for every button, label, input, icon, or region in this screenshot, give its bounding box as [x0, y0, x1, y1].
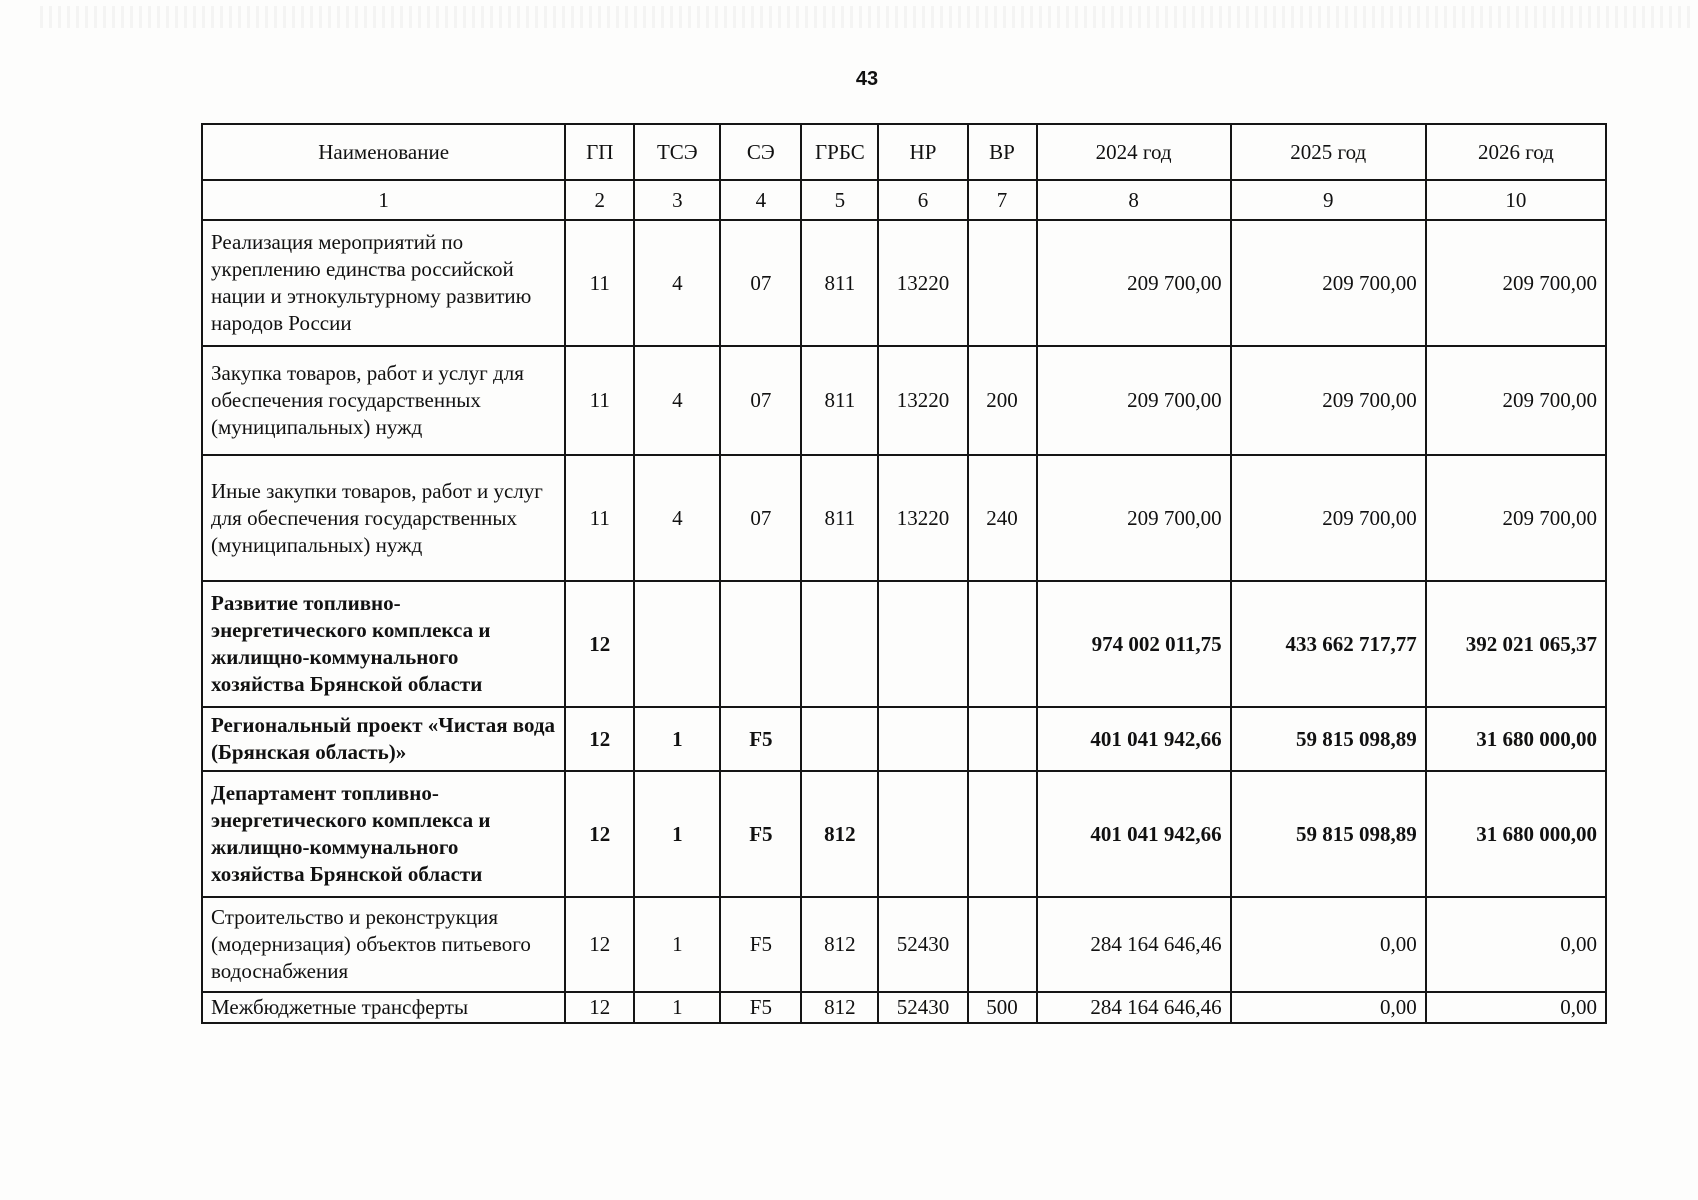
- column-number-cell: 7: [968, 180, 1037, 220]
- header-cell: ГРБС: [801, 124, 878, 180]
- cell-nr: 52430: [878, 897, 967, 992]
- column-number-cell: 3: [634, 180, 720, 220]
- cell-grbs: [801, 707, 878, 771]
- cell-gp: 12: [565, 771, 634, 897]
- table-row: [202, 771, 1606, 897]
- cell-vr: [968, 707, 1037, 771]
- cell-vr: 500: [968, 992, 1037, 1023]
- column-number-cell: 1: [202, 180, 565, 220]
- cell-se: 07: [720, 220, 801, 346]
- row-name: Региональный проект «Чистая вода (Брянская область)»: [202, 707, 565, 771]
- cell-grbs: [801, 581, 878, 707]
- budget-table: [201, 123, 1607, 1024]
- row-name: Департамент топливно-энергетического комплекса и жилищно-коммунального хозяйства Брянской области: [202, 771, 565, 897]
- cell-tse: [634, 581, 720, 707]
- cell-2026: 31 680 000,00: [1426, 771, 1606, 897]
- cell-grbs: 812: [801, 771, 878, 897]
- cell-tse: 1: [634, 897, 720, 992]
- cell-tse: 1: [634, 707, 720, 771]
- cell-nr: [878, 771, 967, 897]
- cell-tse: 4: [634, 220, 720, 346]
- header-cell: Наименование: [202, 124, 565, 180]
- table-row: [202, 220, 1606, 346]
- cell-2024: 401 041 942,66: [1037, 771, 1231, 897]
- header-cell: 2026 год: [1426, 124, 1606, 180]
- cell-nr: 13220: [878, 346, 967, 455]
- cell-vr: 200: [968, 346, 1037, 455]
- cell-2025: 209 700,00: [1231, 220, 1426, 346]
- cell-2024: 209 700,00: [1037, 346, 1231, 455]
- header-cell: 2025 год: [1231, 124, 1426, 180]
- row-name: Межбюджетные трансферты: [202, 992, 565, 1023]
- column-number-cell: 8: [1037, 180, 1231, 220]
- cell-grbs: 811: [801, 220, 878, 346]
- cell-nr: 13220: [878, 455, 967, 581]
- cell-nr: [878, 707, 967, 771]
- cell-tse: 1: [634, 771, 720, 897]
- cell-nr: [878, 581, 967, 707]
- cell-vr: [968, 771, 1037, 897]
- cell-se: [720, 581, 801, 707]
- table-row: [202, 897, 1606, 992]
- cell-2025: 59 815 098,89: [1231, 707, 1426, 771]
- cell-2025: 59 815 098,89: [1231, 771, 1426, 897]
- header-cell: ГП: [565, 124, 634, 180]
- cell-2025: 433 662 717,77: [1231, 581, 1426, 707]
- row-name: Закупка товаров, работ и услуг для обеспечения государственных (муниципальных) нужд: [202, 346, 565, 455]
- column-number-cell: 6: [878, 180, 967, 220]
- table-row: [202, 346, 1606, 455]
- cell-grbs: 812: [801, 992, 878, 1023]
- cell-nr: 52430: [878, 992, 967, 1023]
- cell-2024: 284 164 646,46: [1037, 992, 1231, 1023]
- row-name: Строительство и реконструкция (модернизация) объектов питьевого водоснабжения: [202, 897, 565, 992]
- cell-nr: 13220: [878, 220, 967, 346]
- cell-2024: 209 700,00: [1037, 220, 1231, 346]
- cell-2024: 401 041 942,66: [1037, 707, 1231, 771]
- cell-gp: 12: [565, 897, 634, 992]
- cell-grbs: 811: [801, 346, 878, 455]
- header-cell: 2024 год: [1037, 124, 1231, 180]
- cell-se: F5: [720, 897, 801, 992]
- row-name: Реализация мероприятий по укреплению единства российской нации и этнокультурному развитию народов России: [202, 220, 565, 346]
- cell-se: F5: [720, 992, 801, 1023]
- cell-gp: 11: [565, 455, 634, 581]
- header-cell: ТСЭ: [634, 124, 720, 180]
- cell-gp: 12: [565, 581, 634, 707]
- cell-gp: 11: [565, 346, 634, 455]
- table-row: [202, 992, 1606, 1023]
- cell-2026: 31 680 000,00: [1426, 707, 1606, 771]
- header-row: [202, 124, 1606, 180]
- cell-vr: 240: [968, 455, 1037, 581]
- cell-2024: 209 700,00: [1037, 455, 1231, 581]
- cell-vr: [968, 220, 1037, 346]
- cell-gp: 11: [565, 220, 634, 346]
- cell-2026: 209 700,00: [1426, 346, 1606, 455]
- cell-se: 07: [720, 455, 801, 581]
- header-cell: СЭ: [720, 124, 801, 180]
- cell-2025: 0,00: [1231, 992, 1426, 1023]
- cell-2026: 0,00: [1426, 897, 1606, 992]
- cell-se: F5: [720, 771, 801, 897]
- cell-2026: 209 700,00: [1426, 220, 1606, 346]
- header-cell: ВР: [968, 124, 1037, 180]
- table-row: [202, 455, 1606, 581]
- cell-vr: [968, 897, 1037, 992]
- column-number-row: [202, 180, 1606, 220]
- cell-2025: 0,00: [1231, 897, 1426, 992]
- column-number-cell: 10: [1426, 180, 1606, 220]
- cell-gp: 12: [565, 992, 634, 1023]
- header-cell: НР: [878, 124, 967, 180]
- column-number-cell: 4: [720, 180, 801, 220]
- row-name: Иные закупки товаров, работ и услуг для обеспечения государственных (муниципальных) нужд: [202, 455, 565, 581]
- cell-vr: [968, 581, 1037, 707]
- column-number-cell: 2: [565, 180, 634, 220]
- cell-tse: 1: [634, 992, 720, 1023]
- cell-2025: 209 700,00: [1231, 455, 1426, 581]
- page-number: 43: [855, 68, 879, 90]
- cell-2025: 209 700,00: [1231, 346, 1426, 455]
- cell-2026: 392 021 065,37: [1426, 581, 1606, 707]
- column-number-cell: 9: [1231, 180, 1426, 220]
- cell-tse: 4: [634, 346, 720, 455]
- cell-2024: 284 164 646,46: [1037, 897, 1231, 992]
- table-row: [202, 707, 1606, 771]
- cell-2026: 209 700,00: [1426, 455, 1606, 581]
- cell-2026: 0,00: [1426, 992, 1606, 1023]
- cell-grbs: 812: [801, 897, 878, 992]
- cell-se: F5: [720, 707, 801, 771]
- cell-se: 07: [720, 346, 801, 455]
- cell-grbs: 811: [801, 455, 878, 581]
- cell-tse: 4: [634, 455, 720, 581]
- scan-edge-noise: [40, 6, 1690, 28]
- row-name: Развитие топливно-энергетического комплекса и жилищно-коммунального хозяйства Брянской области: [202, 581, 565, 707]
- cell-2024: 974 002 011,75: [1037, 581, 1231, 707]
- column-number-cell: 5: [801, 180, 878, 220]
- cell-gp: 12: [565, 707, 634, 771]
- table-row: [202, 581, 1606, 707]
